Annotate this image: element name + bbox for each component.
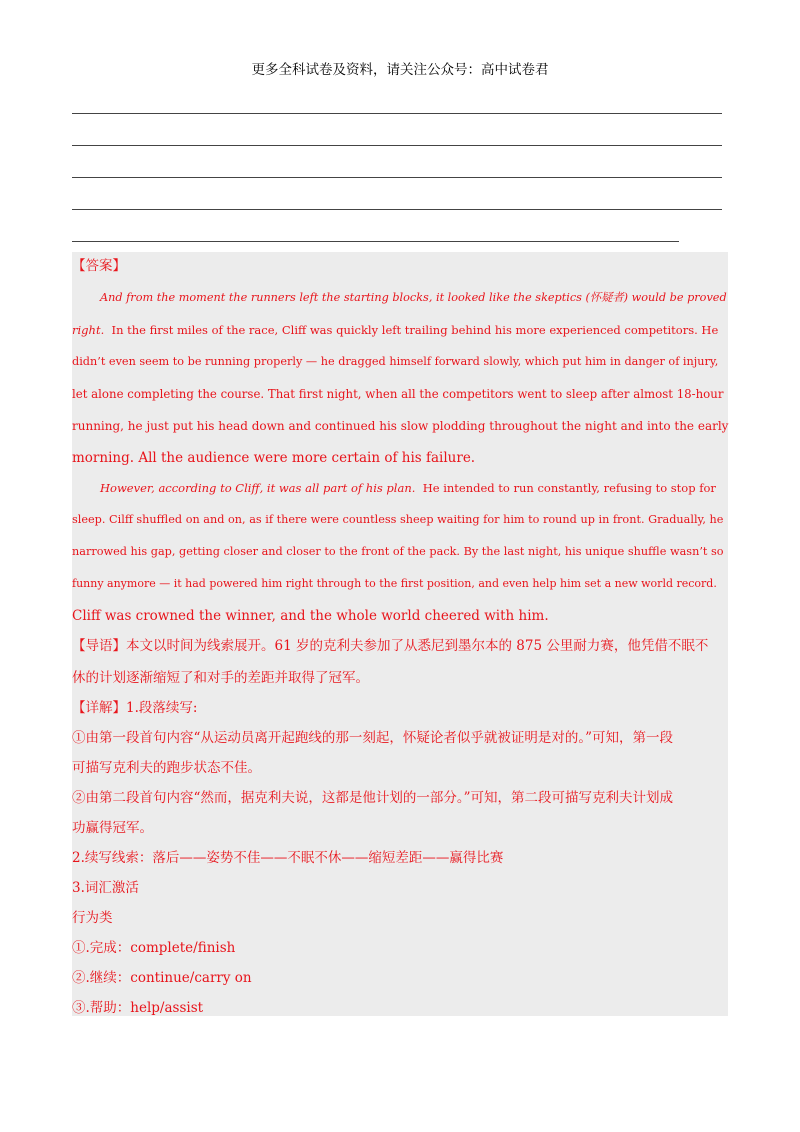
p2-line-4: funny anymore — it had powered him right through to the first position, and even help him set a new world record.	[72, 577, 717, 590]
p1-line-2-italic: right.	[72, 323, 105, 337]
answer-section	[72, 252, 728, 1024]
detail-line	[72, 694, 728, 724]
p2-line-3: narrowed his gap, getting closer and closer to the front of the pack. By the last night, his unique shuffle wasn’t so	[72, 545, 724, 558]
p2-line-1-italic: However, according to Cliff, it was all part of his plan.	[100, 481, 416, 495]
detail-item2-line-2: 功赢得冠军。	[72, 820, 153, 836]
guide-label: 【导语】	[72, 638, 126, 654]
p1-line-2-rest: In the first miles of the race, Cliff was quickly left trailing behind his more experienced competitors. He	[104, 323, 719, 337]
vocab-item: ②.继续：continue/carry on	[72, 970, 252, 986]
p2-line-2: sleep. Cilff shuffled on and on, as if there were countless sheep waiting for him to round up in front. Gradually, he	[72, 513, 724, 526]
detail-clues: 2.续写线索：落后——姿势不佳——不眠不休——缩短差距——赢得比赛	[72, 850, 504, 866]
p1-line-2	[72, 316, 728, 348]
detail-item1-line-1: ①由第一段首句内容“从运动员离开起跑线的那一刻起，怀疑论者似乎就被证明是对的。”可知，第一段	[72, 730, 674, 746]
detail-item2-line-1: ②由第二段首句内容“然而，据克利夫说，这都是他计划的一部分。”可知，第二段可描写克利夫计划成	[72, 790, 674, 806]
answer-line-5	[72, 241, 679, 242]
p2-line-1-rest: He intended to run constantly, refusing to stop for	[415, 481, 716, 495]
answer-line-3	[72, 177, 722, 178]
guide-line-1	[72, 632, 728, 664]
p1-line-3: didn’t even seem to be running properly — he dragged himself forward slowly, which put him in danger of injury,	[72, 355, 719, 368]
p1-line-5: running, he just put his head down and continued his slow plodding throughout the night and into the early	[72, 419, 729, 433]
answer-label: 【答案】	[72, 258, 126, 274]
answer-line-1	[72, 113, 722, 114]
vocab-item: ③.帮助：help/assist	[72, 1000, 204, 1016]
p1-line-4: let alone completing the course. That first night, when all the competitors went to sleep after almost 18-hour	[72, 387, 724, 401]
page-header: 更多全科试卷及资料，请关注公众号：高中试卷君	[251, 62, 549, 78]
answer-line-4	[72, 209, 722, 210]
vocab-item: ①.完成：complete/finish	[72, 940, 236, 956]
answer-line-2	[72, 145, 722, 146]
detail-label: 【详解】	[72, 700, 126, 716]
p1-line-1: And from the moment the runners left the starting blocks, it looked like the skeptics (怀疑者) would be proved	[100, 291, 727, 304]
detail-heading: 1.段落续写:	[126, 700, 198, 716]
p2-line-5: Cliff was crowned the winner, and the whole world cheered with him.	[72, 608, 549, 624]
p2-line-1	[72, 474, 728, 506]
p1-line-6: morning. All the audience were more certain of his failure.	[72, 450, 476, 466]
guide-text-1: 本文以时间为线索展开。61 岁的克利夫参加了从悉尼到墨尔本的 875 公里耐力赛，他凭借不眠不	[126, 638, 709, 654]
vocab-category: 行为类	[72, 910, 113, 926]
guide-line-2: 休的计划逐渐缩短了和对手的差距并取得了冠军。	[72, 670, 369, 686]
detail-item1-line-2: 可描写克利夫的跑步状态不佳。	[72, 760, 261, 776]
vocab-heading: 3.词汇激活	[72, 880, 139, 896]
